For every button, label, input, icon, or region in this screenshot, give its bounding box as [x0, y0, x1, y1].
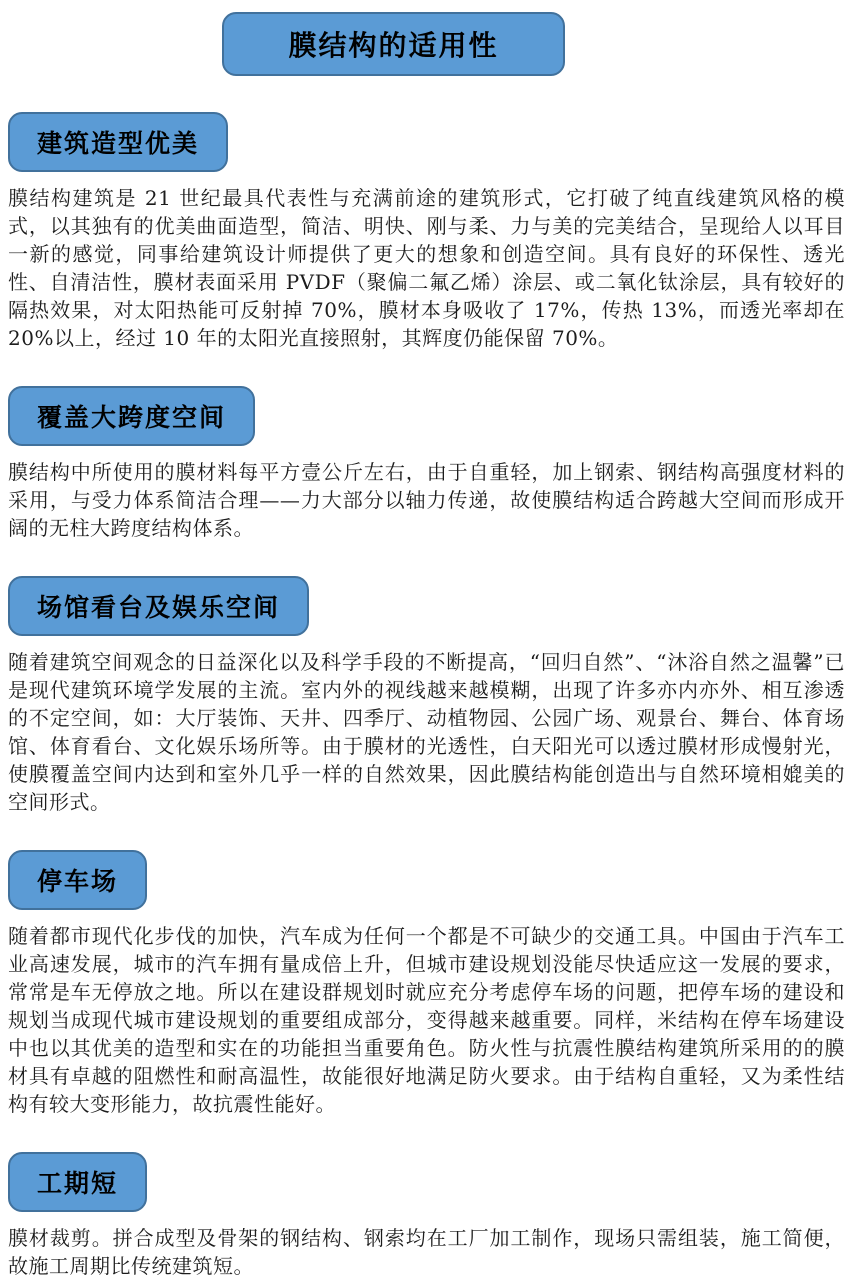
section-heading: 停车场	[37, 867, 119, 896]
section-heading: 工期短	[37, 1169, 119, 1198]
section-paragraph: 膜结构中所使用的膜材料每平方壹公斤左右，由于自重轻，加上钢索、钢结构高强度材料的采用，与受力体系简洁合理——力大部分以轴力传递，故使膜结构适合跨越大空间而形成开阔的无柱大跨度结构体系。	[8, 460, 845, 540]
section-heading-box	[8, 576, 309, 636]
section-heading-box	[8, 1152, 147, 1212]
section-short-construction-period	[0, 1118, 859, 1280]
section-heading: 场馆看台及娱乐空间	[37, 593, 281, 622]
section-heading: 覆盖大跨度空间	[37, 403, 227, 432]
section-paragraph: 膜材裁剪。拼合成型及骨架的钢结构、钢索均在工厂加工制作，现场只需组装，施工简便，故施工周期比传统建筑短。	[8, 1226, 845, 1278]
section-paragraph: 膜结构建筑是 21 世纪最具代表性与充满前途的建筑形式，它打破了纯直线建筑风格的模式，以其独有的优美曲面造型，简洁、明快、刚与柔、力与美的完美结合，呈现给人以耳目一新的感觉，同事给建筑设计师提供了更大的想象和创造空间。具有良好的环保性、透光性、自清洁性，膜材表面采用 PVDF（聚偏二氟乙烯）涂层、或二氧化钛涂层，具有较好的隔热效果，对太阳热能可反射掉 70%，膜材本身吸收了 17%，传热 13%，而透光率却在 20%以上，经过 10 年的太阳光直接照射，其辉度仍能保留 70%。	[8, 186, 845, 350]
section-stadium-entertainment	[0, 542, 859, 816]
section-parking-lot	[0, 816, 859, 1118]
section-large-span-space	[0, 352, 859, 542]
section-heading-box	[8, 112, 228, 172]
section-paragraph: 随着建筑空间观念的日益深化以及科学手段的不断提高，“回归自然”、“沐浴自然之温馨”已是现代建筑环境学发展的主流。室内外的视线越来越模糊，出现了许多亦内亦外、相互渗透的不定空间，如：大厅装饰、天井、四季厅、动植物园、公园广场、观景台、舞台、体育场馆、体育看台、文化娱乐场所等。由于膜材的光透性，白天阳光可以透过膜材形成慢射光，使膜覆盖空间内达到和室外几乎一样的自然效果，因此膜结构能创造出与自然环境相媲美的空间形式。	[8, 650, 845, 814]
section-heading-box	[8, 850, 147, 910]
section-paragraph: 随着都市现代化步伐的加快，汽车成为任何一个都是不可缺少的交通工具。中国由于汽车工业高速发展，城市的汽车拥有量成倍上升，但城市建设规划没能尽快适应这一发展的要求，常常是车无停放之地。所以在建设群规划时就应充分考虑停车场的问题，把停车场的建设和规划当成现代城市建设规划的重要组成部分，变得越来越重要。同样，米结构在停车场建设中也以其优美的造型和实在的功能担当重要角色。防火性与抗震性膜结构建筑所采用的的膜材具有卓越的阻燃性和耐高温性，故能很好地满足防火要求。由于结构自重轻，又为柔性结构有较大变形能力，故抗震性能好。	[8, 924, 845, 1116]
page-title: 膜结构的适用性	[288, 29, 499, 62]
title-box	[222, 12, 565, 76]
section-heading: 建筑造型优美	[37, 129, 200, 158]
section-building-aesthetics	[0, 76, 859, 352]
document-page	[0, 12, 859, 1278]
section-heading-box	[8, 386, 255, 446]
